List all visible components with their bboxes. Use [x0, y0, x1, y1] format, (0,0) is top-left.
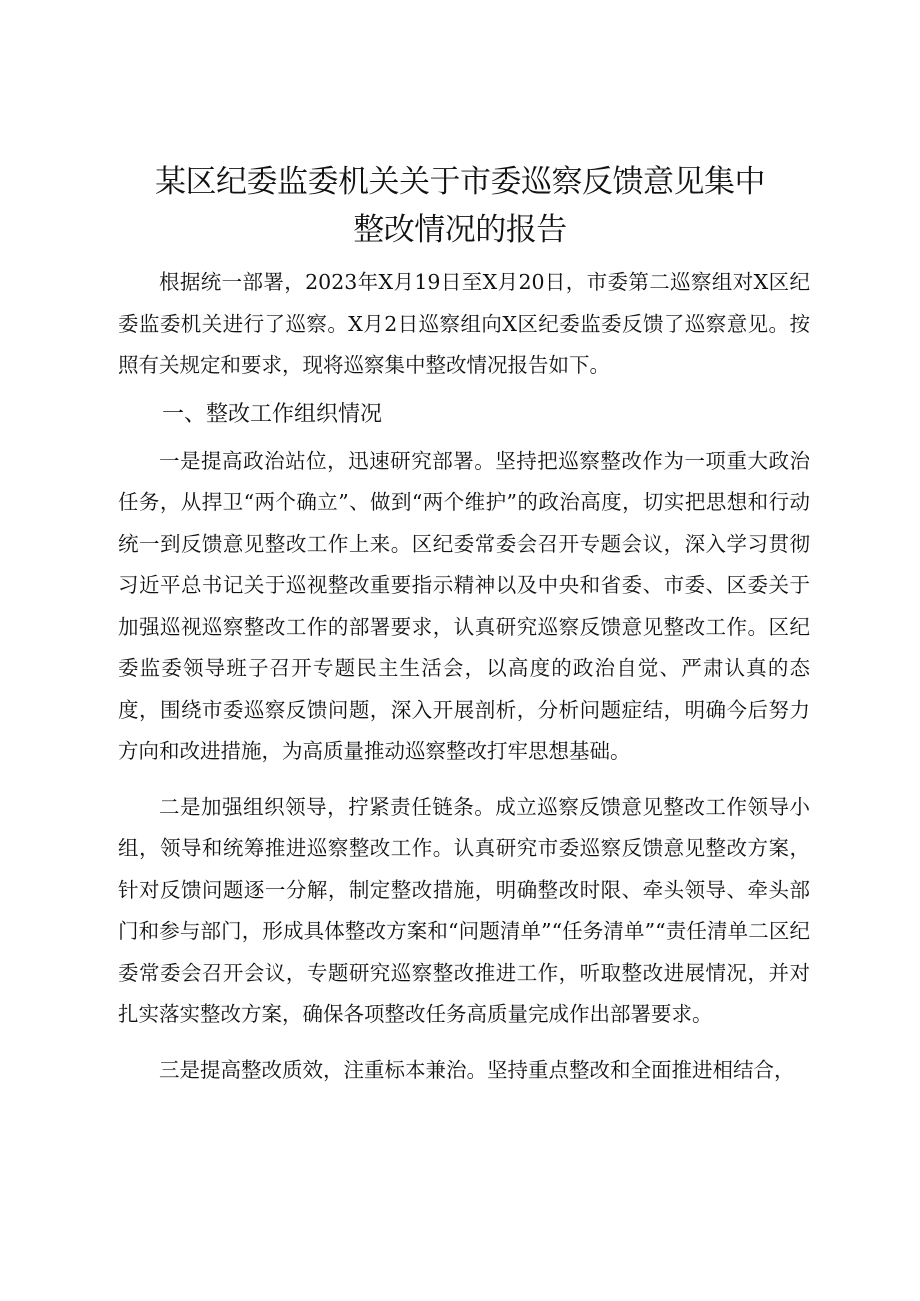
document-body — [118, 262, 810, 1091]
document-title-line-1: 某区纪委监委机关关于市委巡察反馈意见集中 — [155, 164, 765, 200]
paragraph-1: 一是提高政治站位，迅速研究部署。坚持把巡察整改作为一项重大政治任务，从捍卫“两个确立”、做到“两个维护”的政治高度，切实把思想和行动统一到反馈意见整改工作上来。区纪委常委会召开专题会议，深入学习贯彻习近平总书记关于巡视整改重要指示精神以及中央和省委、市委、区委关于加强巡视巡察整改工作的部署要求，认真研究巡察反馈意见整改工作。区纪委监委领导班子召开专题民主生活会，以高度的政治自觉、严肃认真的态度，围绕市委巡察反馈问题，深入开展剖析，分析问题症结，明确今后努力方向和改进措施，为高质量推动巡察整改打牢思想基础。 — [118, 448, 810, 763]
section-heading-1: 一、整改工作组织情况 — [162, 401, 383, 427]
document-title — [0, 158, 920, 254]
paragraph-2: 二是加强组织领导，拧紧责任链条。成立巡察反馈意见整改工作领导小组，领导和统筹推进巡察整改工作。认真研究市委巡察反馈意见整改方案，针对反馈问题逐一分解，制定整改措施，明确整改时限、牵头领导、牵头部门和参与部门，形成具体整改方案和“问题清单”“任务清单”“责任清单二区纪委常委会召开会议，专题研究巡察整改推进工作，听取整改进展情况，并对扎实落实整改方案，确保各项整改任务高质量完成作出部署要求。 — [118, 794, 810, 1026]
intro-paragraph: 根据统一部署，2023年X月19日至X月20日，市委第二巡察组对X区纪委监委机关进行了巡察。X月2日巡察组向X区纪委监委反馈了巡察意见。按照有关规定和要求，现将巡察集中整改情况报告如下。 — [118, 270, 810, 377]
document-title-line-2: 整改情况的报告 — [353, 212, 567, 248]
paragraph-3: 三是提高整改质效，注重标本兼治。坚持重点整改和全面推进相结合， — [159, 1057, 795, 1082]
